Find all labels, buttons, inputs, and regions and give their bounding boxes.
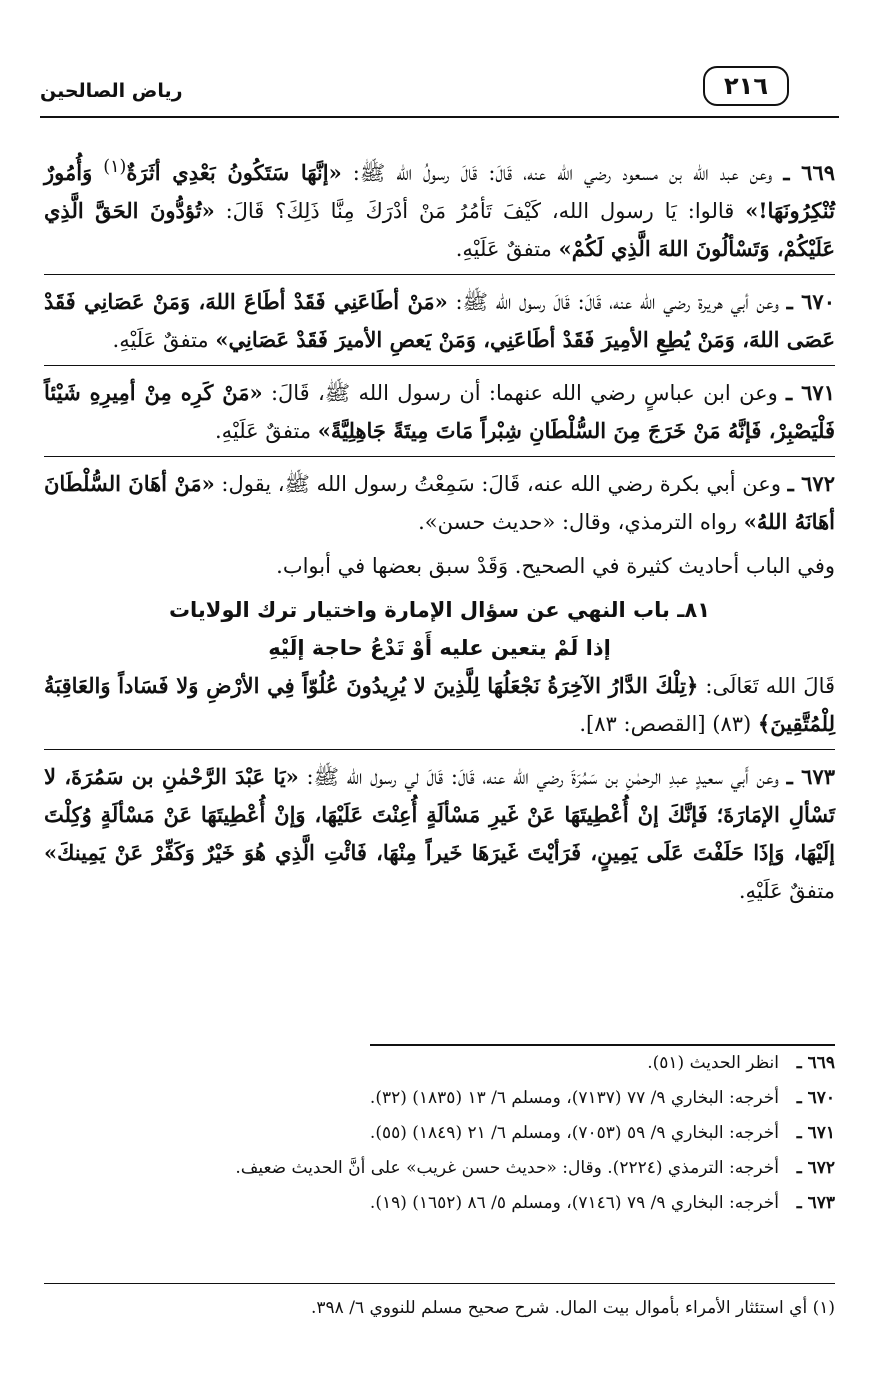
hadith-grading: متفقٌ عَلَيْهِ. [112, 328, 209, 352]
hadith-670 [44, 283, 835, 359]
footnote-text: أخرجه: البخاري ٩/ ٥٩ (٧٠٥٣)، ومسلم ٦/ ٢١ (١٨٤٩) (٥٥). [369, 1123, 779, 1143]
footnote-item [44, 1151, 835, 1186]
hadith-number: ٦٧١ ـ [786, 380, 835, 405]
quran-verse [44, 667, 835, 743]
divider [44, 456, 835, 457]
footnote-text: أخرجه: الترمذي (٢٢٢٤). وقال: «حديث حسن غريب» على أنَّ الحديث ضعيف. [235, 1158, 779, 1178]
hadith-number: ٦٧٣ ـ [786, 764, 836, 789]
verse-intro: قَالَ الله تَعَالَى: [705, 674, 836, 698]
footnote-number: ٦٦٩ ـ [796, 1053, 835, 1073]
hadith-quote: «مَنْ كَرِه مِنْ أمِيرِهِ شَيْئاً فَلْيَصْبِرْ، فَإنَّهُ مَنْ خَرَجَ مِنَ السُّلْطَانِ شِبْراً مَاتَ مِيتَةً جَاهِلِيَّةً» [44, 380, 835, 443]
verse-reference: [القصص: ٨٣]. [579, 712, 706, 736]
hadith-grading: رواه الترمذي، وقال: «حديث حسن». [418, 510, 738, 534]
hadith-number: ٦٧٠ ـ [786, 289, 835, 314]
chapter-title: ٨١ـ باب النهي عن سؤال الإمارة واختيار ترك الولايات [168, 598, 711, 622]
hadith-intro: وعن ابن عباسٍ رضي الله عنهما: أن رسول الله ﷺ، قَالَ: [270, 381, 778, 405]
hadith-quote: «مَنْ أطَاعَنِي فَقَدْ أطَاعَ اللهَ، وَمَنْ عَصَانِي فَقَدْ عَصَى اللهَ، وَمَنْ يُطِعِ الأمِيرَ فَقَدْ أطَاعَنِي، وَمَنْ يَعصِ الأميرَ فَقَدْ عَصَانِي» [44, 289, 835, 352]
divider [44, 274, 835, 275]
verse-text: ﴿تِلْكَ الدَّارُ الآخِرَةُ نَجْعَلُهَا لِلَّذِينَ لا يُرِيدُونَ عُلُوّاً فِي الأرْضِ وَلا فَسَاداً وَالعَاقِبَةُ لِلْمُتَّقِينَ﴾ [44, 673, 835, 736]
hadith-grading: متفقٌ عَلَيْهِ. [738, 879, 835, 903]
main-text [44, 148, 835, 916]
footnotes [44, 1046, 835, 1221]
footnote-number: ٦٧٢ ـ [796, 1158, 835, 1178]
header-rule [40, 116, 839, 118]
hadith-number: ٦٧٢ ـ [787, 471, 835, 496]
hadith-quote: وَأُمُورٌ تُنْكِرُونَهَا!» [44, 160, 835, 223]
running-title: رياض الصالحين [40, 80, 183, 102]
hadith-grading: متفقٌ عَلَيْهِ. [214, 419, 312, 443]
closing-note: وفي الباب أحاديث كثيرة في الصحيح. وَقَدْ سبق بعضها في أبواب. [276, 554, 835, 578]
hadith-quote: «مَنْ أهَانَ السُّلْطَانَ أهَانَهُ اللهُ» [44, 471, 835, 534]
hadith-number: ٦٦٩ ـ [783, 160, 836, 185]
footnote-text: أخرجه: البخاري ٩/ ٧٩ (٧١٤٦)، ومسلم ٥/ ٨٦ (١٦٥٢) (١٩). [369, 1193, 779, 1213]
bottom-rule [44, 1283, 835, 1284]
footnote-item [44, 1186, 835, 1221]
verse-number: (٨٣) [712, 712, 752, 736]
footnote-text: أخرجه: البخاري ٩/ ٧٧ (٧١٣٧)، ومسلم ٦/ ١٣ (١٨٣٥) (٣٢). [369, 1088, 779, 1108]
divider [44, 365, 835, 366]
hadith-quote: «يَا عَبْدَ الرَّحْمٰنِ بن سَمُرَةَ، لا تَسْألِ الإمَارَةَ؛ فَإنَّكَ إنْ أُعْطِيتَهَا عَنْ غَيرِ مَسْألَةٍ أُعِنْتَ عَلَيْهَا، وَإنْ أُعْطِيتَهَا عَنْ مَسْألَةٍ وُكِلْتَ إلَيْهَا، وَإذَا حَلَفْتَ عَلَى يَمِينٍ، فَرَأيْتَ غَيرَهَا خَيراً مِنْهَا، فَائْتِ الَّذِي هُوَ خَيْرٌ وَكَفِّرْ عَنْ يَمِينكَ» [44, 764, 835, 865]
footnote-text: انظر الحديث (٥١). [647, 1053, 779, 1073]
footnote-number: ٦٧٠ ـ [796, 1088, 835, 1108]
footnote-marker[interactable]: (١) [103, 157, 127, 177]
hadith-intro: وعن عبد الله بن مسعود رضي الله عنه، قَالَ: قَالَ رسولُ الله ﷺ: [352, 161, 773, 185]
footnote-item [44, 1116, 835, 1151]
footnote-number: ٦٧٣ ـ [796, 1193, 835, 1213]
hadith-672 [44, 465, 835, 541]
hadith-intro: وعن أبي بكرة رضي الله عنه، قَالَ: سَمِعْتُ رسول الله ﷺ، يقول: [221, 472, 781, 496]
chapter-subtitle: إذا لَمْ يتعين عليه أَوْ تَدْعُ حاجة إلَيْهِ [268, 636, 611, 660]
hadith-669 [44, 148, 835, 268]
hadith-quote: «إنَّهَا سَتَكُونُ بَعْدِي أثَرَةٌ [126, 160, 342, 185]
hadith-673 [44, 758, 835, 910]
footnote-item [44, 1046, 835, 1081]
hadith-intro: وعن أَبي سعيدٍ عبدِ الرحمٰنِ بن سَمُرَةَ رضي الله عنه، قَالَ: قَالَ لي رسول الله ﷺ: [306, 765, 779, 789]
footnote-item [44, 1081, 835, 1116]
page-number: ٢١٦ [703, 66, 789, 106]
hadith-intro: وعن أبي هريرة رضي الله عنه، قَالَ: قَالَ رسول الله ﷺ: [455, 290, 779, 314]
hadith-text: قالوا: يَا رسول الله، كَيْفَ تَأمُرُ مَنْ أدْرَكَ مِنَّا ذَلِكَ؟ قَالَ: [225, 199, 735, 223]
page-header [40, 62, 839, 112]
explanatory-note: (١) أي استئثار الأمراء بأموال بيت المال. شرح صحيح مسلم للنووي ٦/ ٣٩٨. [311, 1298, 835, 1318]
footnote-number: ٦٧١ ـ [796, 1123, 835, 1143]
hadith-671 [44, 374, 835, 450]
hadith-grading: متفقٌ عَلَيْهِ. [455, 237, 552, 261]
divider [44, 749, 835, 750]
hadith-quote: «تُؤدُّونَ الحَقَّ الَّذِي عَلَيْكُمْ، وَتَسْألُونَ اللهَ الَّذِي لَكُمْ» [44, 198, 835, 261]
